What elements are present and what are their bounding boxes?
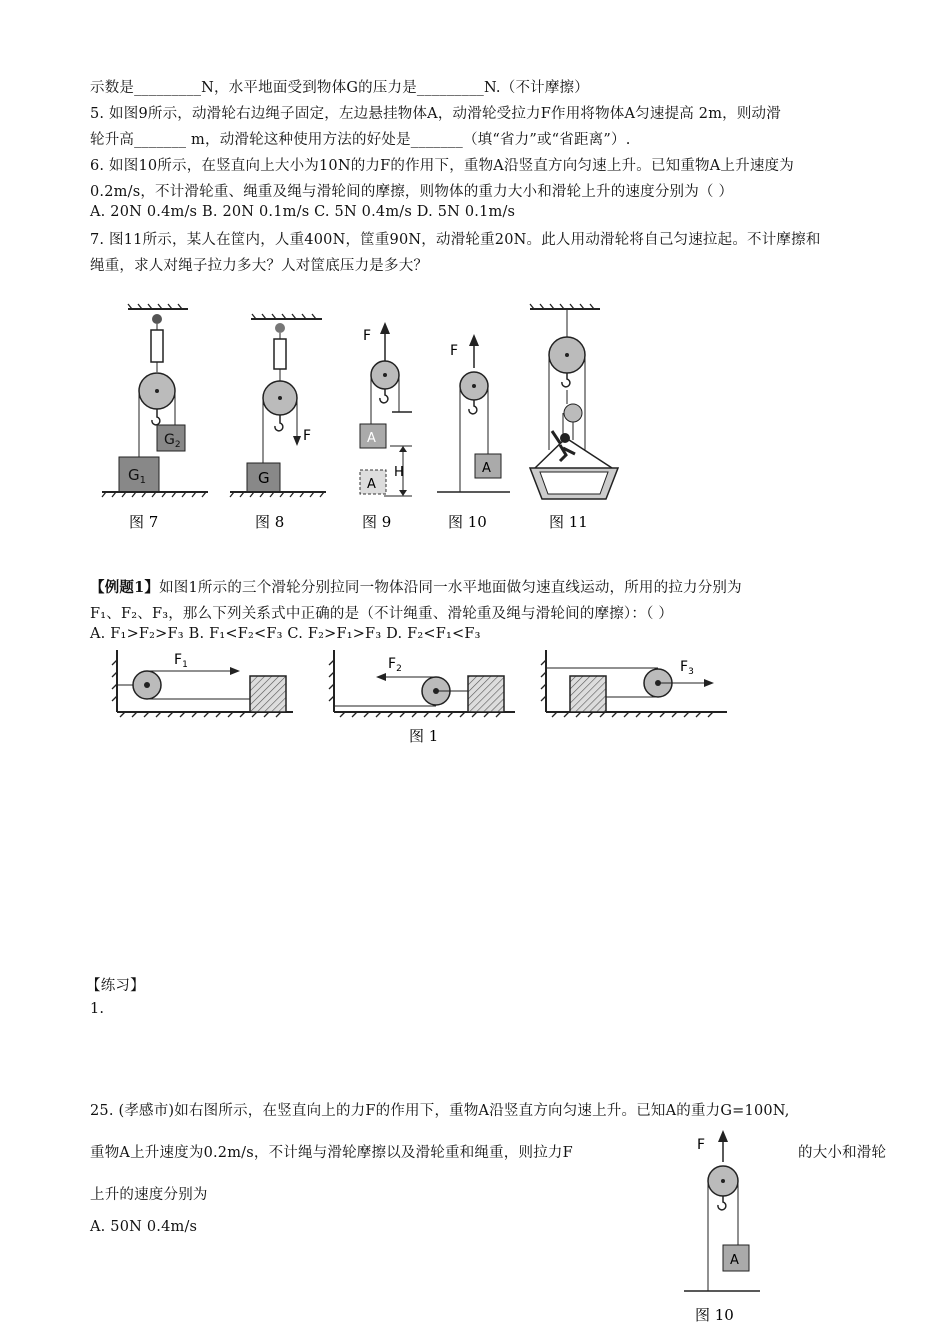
practice-item-1: 1. [90,1001,105,1017]
fig8-caption: 图 8 [255,513,285,531]
figure-7 [0,296,950,536]
question-25-line3: 上升的速度分别为 [90,1187,208,1203]
fig8-g-label: G [258,469,270,487]
question-6-line2: 0.2m/s，不计滑轮重、绳重及绳与滑轮间的摩擦，则物体的重力大小和滑轮上升的速度分别为（ ） [90,184,734,200]
example-1-line2: F₁、F₂、F₃，那么下列关系式中正确的是（不计绳重、滑轮重及绳与滑轮间的摩擦）：（ ） [90,606,674,622]
fig9-f-label: F [363,328,372,344]
fig9-a-bottom-label: A [367,477,376,492]
fig10-a-label: A [482,461,491,476]
fig9-h-label: H [394,465,404,480]
example-1-line1 [90,576,742,597]
fig1-caption: 图 1 [409,727,439,745]
question-6-options: A. 20N 0.4m/s B. 20N 0.1m/s C. 5N 0.4m/s D. 5N 0.1m/s [90,204,516,220]
fig8-diagram [230,314,326,497]
example-1-title: 【例题1】 [90,579,160,596]
practice-title: 【练习】 [86,978,145,994]
fig9-caption: 图 9 [362,513,392,531]
fig1-f3-label: $F_3$ [680,659,694,677]
fig1-f2-label: $F_2$ [388,656,402,674]
question-5-line1: 5. 如图9所示，动滑轮右边绳子固定，左边悬挂物体A，动滑轮受拉力F作用将物体A匀速提高 2m，则动滑 [90,106,781,122]
fig11-diagram [530,304,618,499]
fig9-a-top-label: A [367,431,376,446]
text-line: 示数是_________N，水平地面受到物体G的压力是_________N.（不计摩擦） [90,80,589,96]
fig1-panel-3 [541,650,727,717]
fig9-diagram [360,322,412,496]
fig11-caption: 图 11 [549,513,588,531]
fig10b-caption: 图 10 [695,1306,734,1324]
fig1-f1-label: $F_1$ [174,652,188,670]
question-25-line2a: 重物A上升速度为0.2m/s，不计绳与滑轮摩擦以及滑轮重和绳重，则拉力F [90,1145,573,1161]
fig10-caption: 图 10 [448,513,487,531]
question-6-line1: 6. 如图10所示，在竖直向上大小为10N的力F的作用下，重物A沿竖直方向匀速上升。已知重物A上升速度为 [90,158,794,174]
fig10b-f-label: F [697,1137,706,1153]
question-7-line1: 7. 图11所示，某人在筐内，人重400N，筐重90N，动滑轮重20N。此人用动滑轮将自己匀速拉起。不计摩擦和 [90,232,821,248]
question-5-line2: 轮升高_______ m，动滑轮这种使用方法的好处是_______（填“省力”或“省距离”）. [90,132,631,148]
fig7-caption: 图 7 [129,513,159,531]
example-1-text: 如图1所示的三个滑轮分别拉同一物体沿同一水平地面做匀速直线运动，所用的拉力分别为 [159,580,742,596]
fig10-f-label: F [450,343,459,359]
fig10-diagram [437,334,510,492]
fig8-f-label: F [303,428,312,444]
question-25-option-a: A. 50N 0.4m/s [90,1219,198,1235]
question-25-line1: 25. (孝感市)如右图所示，在竖直向上的力F的作用下，重物A沿竖直方向匀速上升。已知A的重力G=100N, [90,1103,790,1119]
question-25-line2b: 的大小和滑轮 [798,1145,887,1161]
fig10b-a-label: A [730,1253,739,1268]
fig1-panel-1 [112,650,293,717]
fig1-panel-2 [329,650,515,717]
fig7-g1-label: $G_1$ [128,466,146,486]
example-1-options: A. F₁>F₂>F₃ B. F₁<F₂<F₃ C. F₂>F₁>F₃ D. F₂<F₁<F₃ [90,626,481,642]
fig7-g2-label: $G_2$ [164,432,181,450]
question-7-line2: 绳重，求人对绳子拉力多大？人对筐底压力是多大？ [90,258,429,274]
fig7-diagram [102,304,208,497]
figure-1 [0,648,950,748]
figure-10-bottom [0,1126,950,1326]
